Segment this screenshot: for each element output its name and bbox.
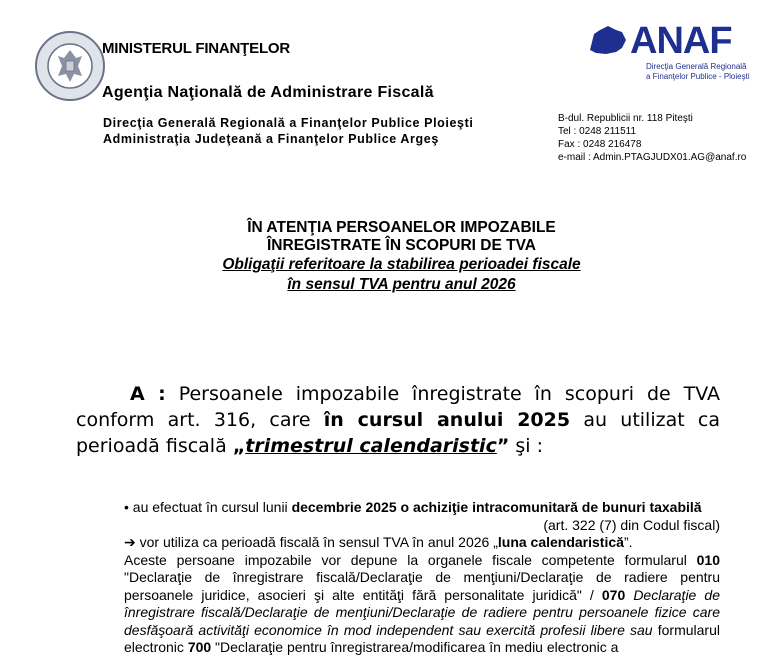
arrow-item (76, 534, 720, 552)
title-line-3: Obligaţii referitoare la stabilirea perioadei fiscale (222, 256, 581, 273)
ministry-name: MINISTERUL FINANŢELOR (102, 40, 291, 57)
logo-subtitle-line-1: Direcţia Generală Regională (646, 62, 747, 71)
logo-subtitle-line-2: a Finanţelor Publice - Ploieşti (646, 72, 750, 81)
direction-line-2: Administraţia Judeţeană a Finanţelor Publice Argeş (103, 132, 439, 146)
section-a-bold-1: în cursul anului 2025 (323, 409, 571, 431)
body-text (76, 499, 720, 657)
ministry-seal (34, 30, 106, 102)
section-a-text-1: Persoanele impozabile înregistrate în scopuri de TVA conform art. 316, care (76, 383, 720, 431)
form-010-code: 010 (696, 551, 720, 568)
quote-close: ” (496, 435, 510, 457)
contact-fax: Fax : 0248 216478 (558, 139, 642, 150)
section-a-emphasis: trimestrul calendaristic (245, 435, 497, 457)
arrow-bold: luna calendaristică (497, 534, 624, 550)
bullet-item (76, 499, 720, 533)
section-a-label: A : (130, 383, 166, 405)
direction-block (103, 115, 473, 147)
title-line-4: în sensul TVA pentru anul 2026 (287, 276, 516, 293)
title-line-1: ÎN ATENŢIA PERSOANELOR IMPOZABILE (247, 219, 556, 236)
quote-open: „ (232, 435, 246, 457)
contact-address: B-dul. Republicii nr. 118 Piteşti (558, 113, 693, 124)
forms-text-4: "Declaraţie pentru înregistrarea/modificarea în mediu electronic a (211, 639, 619, 655)
contact-tel: Tel : 0248 211511 (558, 126, 637, 137)
direction-line-1: Direcţia Generală Regională a Finanţelor Publice Ploieşti (103, 116, 474, 130)
forms-text-3: formularul electronic (124, 621, 720, 655)
forms-text-2: "Declaraţie de înregistrare fiscală/Declaraţie de menţiuni/Declaraţie de radiere pentru persoanele juridice, asocieri şi alte entităţi fără personalitate juridică" / (124, 569, 720, 603)
contact-email: e-mail : Admin.PTAGJUDX01.AG@anaf.ro (558, 152, 747, 163)
bullet-icon: • (124, 499, 129, 515)
bullet-text-1: au efectuat în cursul lunii (128, 499, 292, 515)
form-700-code: 700 (187, 639, 212, 655)
forms-italic: Declaraţie de înregistrare fiscală/Declaraţie de menţiuni/Declaraţie de radiere pentru persoanele fizice care desfăşoară activităţi economice în mod independent sau exercită profesii libere sau (124, 586, 720, 638)
forms-paragraph (76, 552, 720, 657)
arrow-text-2: ”. (623, 534, 633, 550)
document-title (0, 219, 767, 295)
section-a-paragraph (76, 381, 720, 459)
anaf-logo (586, 20, 764, 58)
article-reference: (art. 322 (7) din Codul fiscal) (543, 516, 720, 533)
forms-text-1: Aceste persoane impozabile vor depune la organele fiscale competente formularul (124, 551, 697, 568)
svg-text:ANAF: ANAF (630, 20, 732, 58)
agency-name: Agenţia Naţională de Administrare Fiscală (102, 84, 434, 101)
form-070-code: 070 (601, 586, 626, 603)
section-a-text-2: au utilizat ca perioadă fiscală (76, 409, 720, 457)
title-line-2: ÎNREGISTRATE ÎN SCOPURI DE TVA (267, 237, 536, 254)
section-a-text-3: şi : (509, 435, 543, 457)
logo-subtitle (646, 62, 750, 82)
arrow-right-icon: ➔ (124, 534, 136, 550)
contact-block (558, 112, 746, 164)
bullet-bold: decembrie 2025 o achiziţie intracomunitară de bunuri taxabilă (291, 499, 702, 515)
arrow-text-1: vor utiliza ca perioadă fiscală în sensul TVA în anul 2026 „ (135, 534, 498, 550)
